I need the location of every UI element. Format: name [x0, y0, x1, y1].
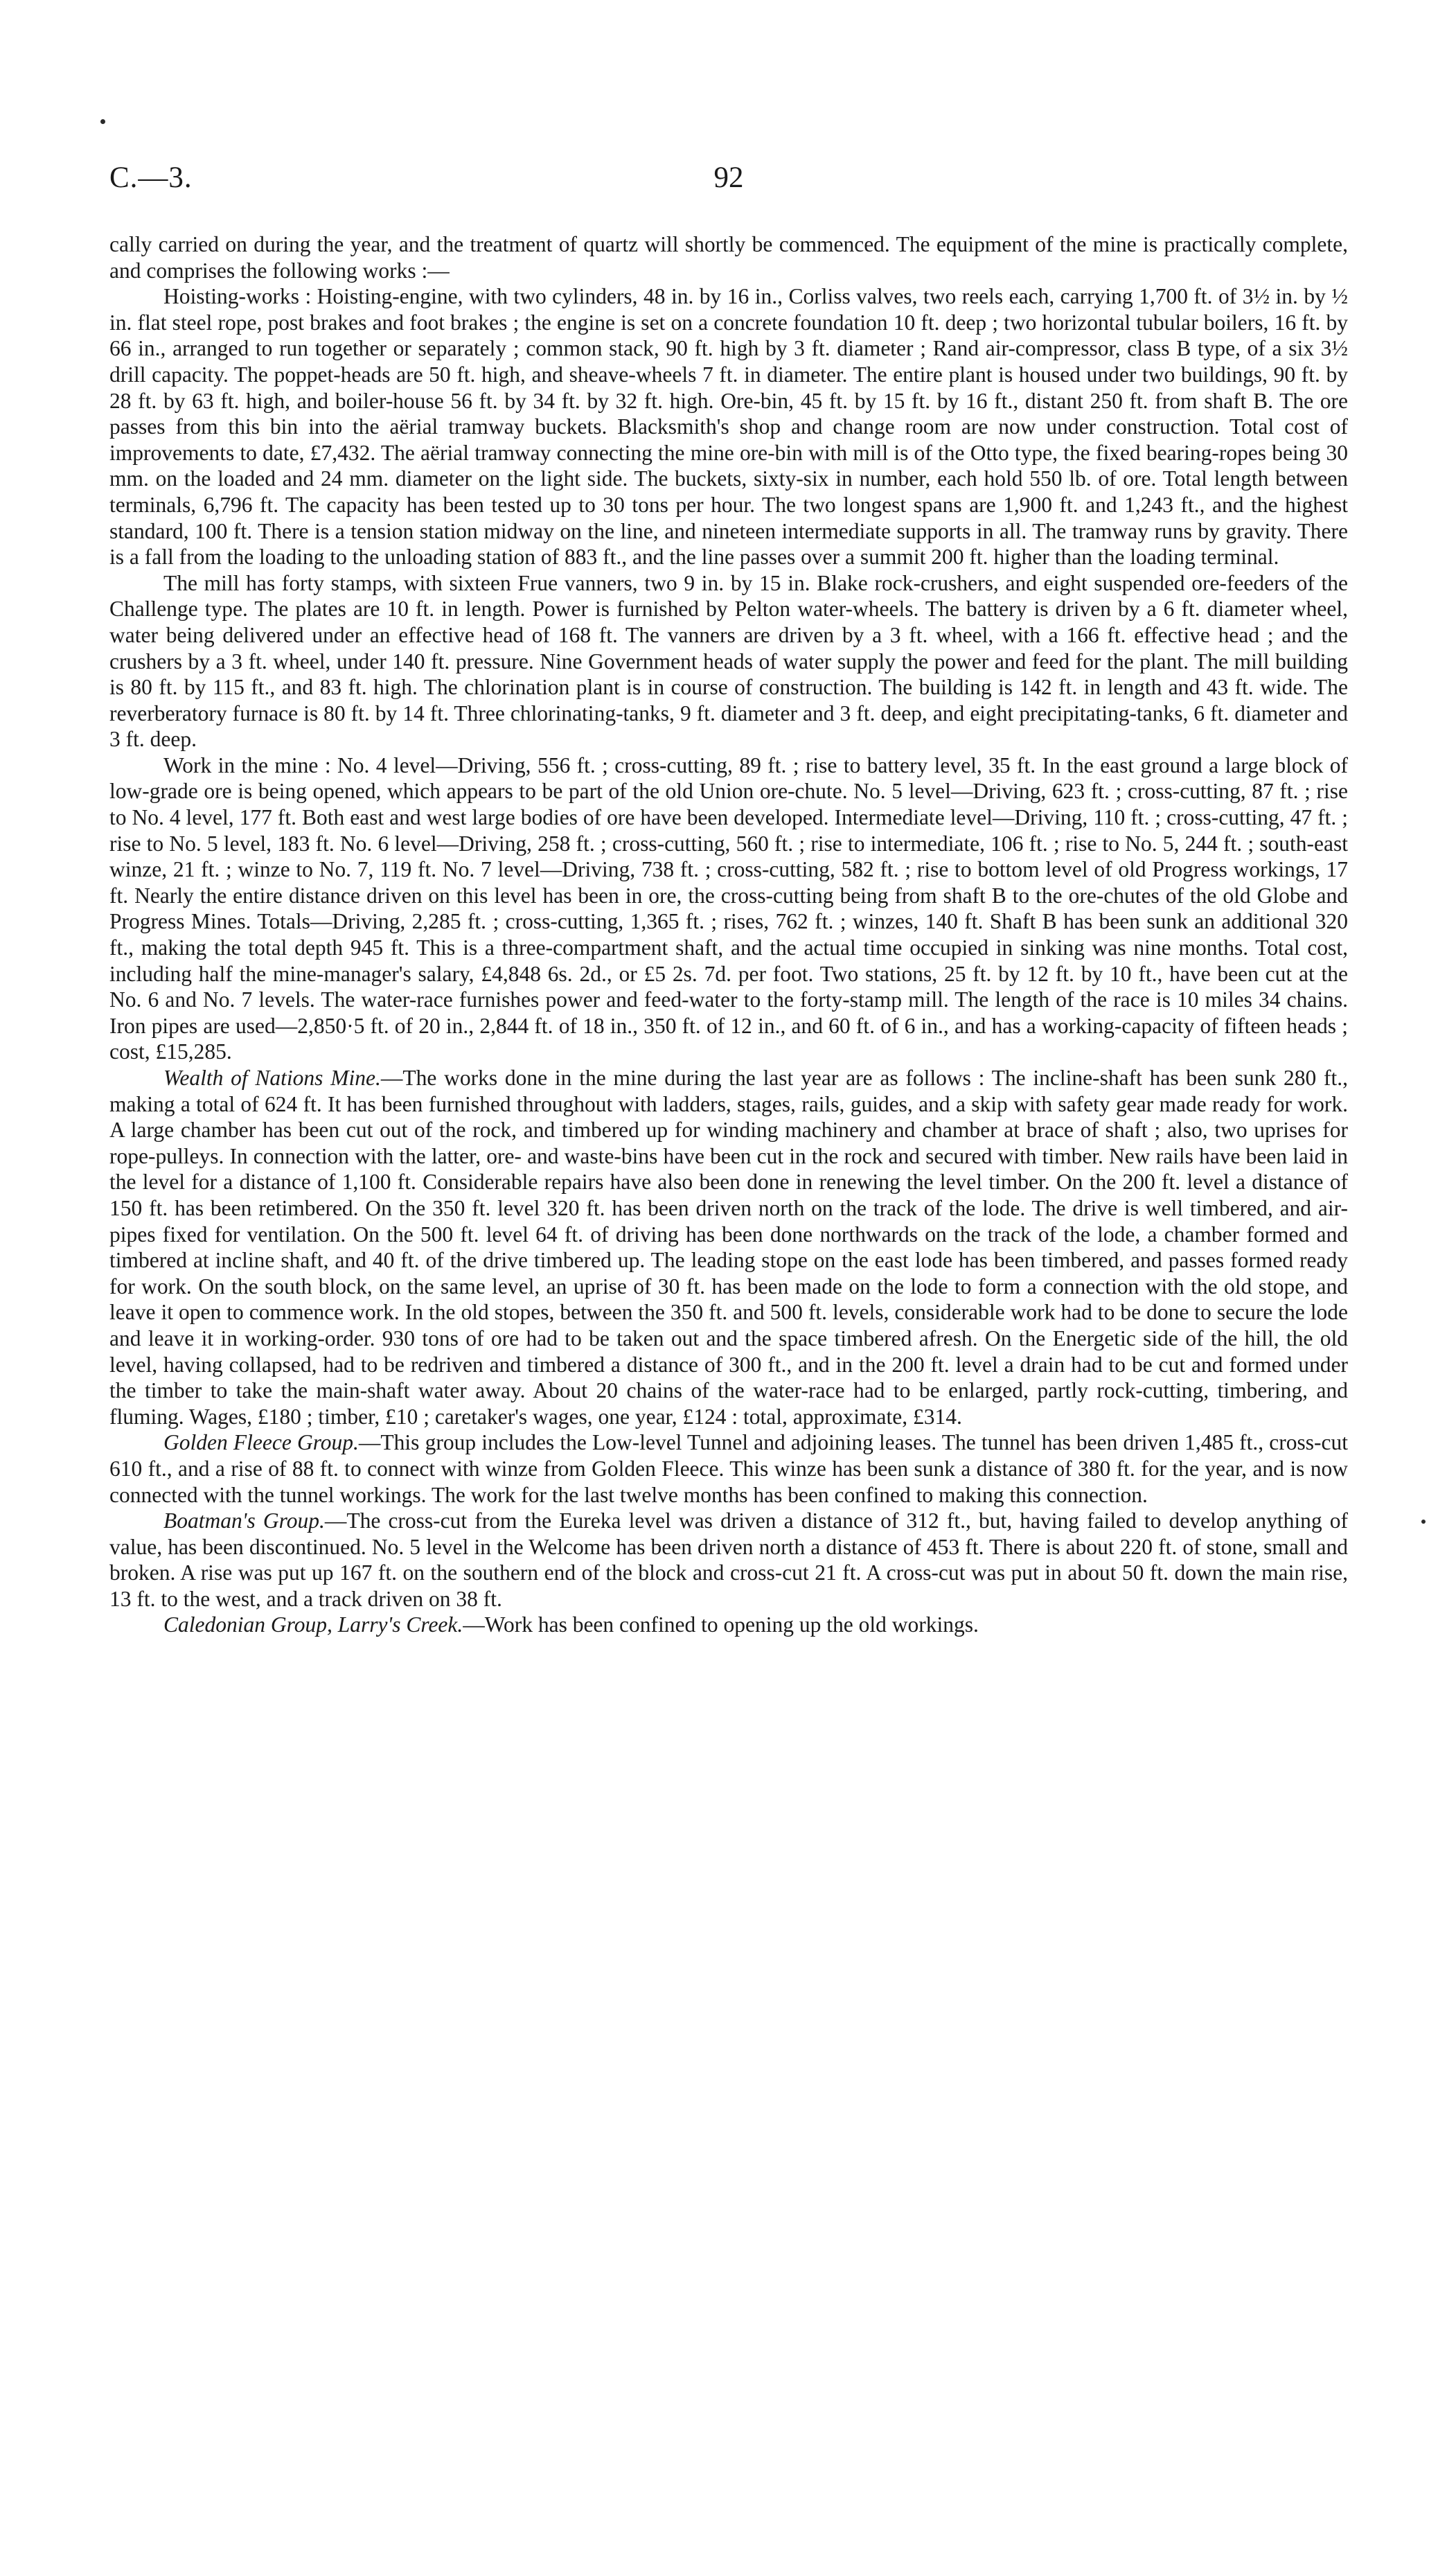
ink-speck — [100, 119, 105, 124]
paragraph-wealth-of-nations: Wealth of Nations Mine.—The works done in the mine during the last year are as follows : The incline-shaft has been sunk 280 ft., making a total of 624 ft. It has been furnished throughout with ladders, stages, rails, guides, and a skip with safety gear made ready for work. A large chamber has been cut out of the rock, and timbered up for winding machinery and chamber at brace of shaft ; also, two uprises for rope-pulleys. In connection with the latter, ore- and waste-bins have been cut in the rock and secured with timber. New rails have been laid in the level for a distance of 1,100 ft. Considerable repairs have also been done in renewing the level timber. On the 200 ft. level a distance of 150 ft. has been retimbered. On the 350 ft. level 320 ft. has been driven north on the track of the lode. The drive is well timbered, and air-pipes fixed for ventilation. On the 500 ft. level 64 ft. of driving has been done northwards on the track of the lode, a chamber formed and timbered at incline shaft, and 40 ft. of the drive timbered up. The leading stope on the east lode has been timbered, and passes formed ready for work. On the south block, on the same level, an uprise of 30 ft. has been made on the lode to form a connection with the old stope, and leave it open to commence work. In the old stopes, between the 350 ft. and 500 ft. levels, considerable work had to be done to secure the lode and leave it in working-order. 930 tons of ore had to be taken out and the space timbered afresh. On the Energetic side of the hill, the old level, having collapsed, had to be redriven and timbered a distance of 300 ft., and in the 200 ft. level a drain had to be cut and formed under the timber to take the main-shaft water away. About 20 chains of the water-race had to be enlarged, partly rock-cutting, timbering, and fluming. Wages, £180 ; timber, £10 ; caretaker's wages, one year, £124 : total, approximate, £314. — [109, 1066, 1348, 1429]
paragraph-golden-fleece: Golden Fleece Group.—This group includes the Low-level Tunnel and adjoining leases. The tunnel has been driven 1,485 ft., cross-cut 610 ft., and a rise of 88 ft. to connect with winze from Golden Fleece. This winze has been sunk a distance of 380 ft. for the year, and is now connected with the tunnel workings. The work for the last twelve months has been confined to making this connection. — [109, 1430, 1348, 1507]
section-heading: Caledonian Group, Larry's Creek. — [163, 1612, 463, 1637]
document-reference: C.—3. — [109, 161, 193, 194]
section-heading: Boatman's Group. — [163, 1508, 325, 1533]
paragraph-hoisting-works: Hoisting-works : Hoisting-engine, with two cylinders, 48 in. by 16 in., Corliss valves, two reels each, carrying 1,700 ft. of 3½ in. by ½ in. flat steel rope, post brakes and foot brakes ; the engine is set on a concrete foundation 10 ft. deep ; two horizontal tubular boilers, 16 ft. by 66 in., arranged to run together or separately ; common stack, 90 ft. high by 3 ft. diameter ; Rand air-compressor, class B type, of a six 3½ drill capacity. The poppet-heads are 50 ft. high, and sheave-wheels 7 ft. in diameter. The entire plant is housed under two buildings, 90 ft. by 28 ft. by 63 ft. high, and boiler-house 56 ft. by 34 ft. by 32 ft. high. Ore-bin, 45 ft. by 15 ft. by 16 ft., distant 250 ft. from shaft B. The ore passes from this bin into the aërial tramway buckets. Blacksmith's shop and change room are now under construction. Total cost of improvements to date, £7,432. The aërial tramway connecting the mine ore-bin with mill is of the Otto type, the fixed bearing-ropes being 30 mm. on the loaded and 24 mm. diameter on the light side. The buckets, sixty-six in number, each hold 550 lb. of ore. Total length between terminals, 6,796 ft. The capacity has been tested up to 30 tons per hour. The two longest spans are 1,900 ft. and 1,243 ft., and the highest standard, 100 ft. There is a tension station midway on the line, and nineteen intermediate supports in all. The tramway runs by gravity. There is a fall from the loading to the unloading station of 883 ft., and the line passes over a summit 200 ft. higher than the loading terminal. — [109, 284, 1348, 570]
report-body — [109, 231, 1348, 1638]
paragraph-work-in-mine: Work in the mine : No. 4 level—Driving, 556 ft. ; cross-cutting, 89 ft. ; rise to battery level, 35 ft. In the east ground a large block of low-grade ore is being opened, which appears to be part of the old Union ore-chute. No. 5 level—Driving, 623 ft. ; cross-cutting, 87 ft. ; rise to No. 4 level, 177 ft. Both east and west large bodies of ore have been developed. Intermediate level—Driving, 110 ft. ; cross-cutting, 47 ft. ; rise to No. 5 level, 183 ft. No. 6 level—Driving, 258 ft. ; cross-cutting, 560 ft. ; rise to intermediate, 106 ft. ; rise to No. 5, 244 ft. ; south-east winze, 21 ft. ; winze to No. 7, 119 ft. No. 7 level—Driving, 738 ft. ; cross-cutting, 582 ft. ; rise to bottom level of old Progress workings, 17 ft. Nearly the entire distance driven on this level has been in ore, the cross-cutting being from shaft B to the ore-chutes of the old Globe and Progress Mines. Totals—Driving, 2,285 ft. ; cross-cutting, 1,365 ft. ; rises, 762 ft. ; winzes, 140 ft. Shaft B has been sunk an additional 320 ft., making the total depth 945 ft. This is a three-compartment shaft, and the actual time occupied in sinking was nine months. Total cost, including half the mine-manager's salary, £4,848 6s. 2d., or £5 2s. 7d. per foot. Two stations, 25 ft. by 12 ft. by 10 ft., have been cut at the No. 6 and No. 7 levels. The water-race furnishes power and feed-water to the forty-stamp mill. The length of the race is 10 miles 34 chains. Iron pipes are used—2,850·5 ft. of 20 in., 2,844 ft. of 18 in., 350 ft. of 12 in., and 60 ft. of 6 in., and has a working-capacity of fifteen heads ; cost, £15,285. — [109, 752, 1348, 1064]
page-header — [109, 161, 1348, 200]
section-heading: Wealth of Nations Mine. — [163, 1066, 381, 1090]
paragraph-caledonian-group: Caledonian Group, Larry's Creek.—Work has been confined to opening up the old workings. — [163, 1612, 979, 1637]
section-heading: Golden Fleece Group. — [163, 1430, 359, 1455]
paragraph-mill: The mill has forty stamps, with sixteen Frue vanners, two 9 in. by 15 in. Blake rock-crushers, and eight suspended ore-feeders of the Challenge type. The plates are 10 ft. in length. Power is furnished by Pelton water-wheels. The battery is driven by a 6 ft. diameter wheel, water being delivered under an effective head of 168 ft. The vanners are driven by a 3 ft. wheel, with a 166 ft. effective head ; and the crushers by a 3 ft. wheel, under 140 ft. pressure. Nine Government heads of water supply the power and feed for the plant. The mill building is 80 ft. by 115 ft., and 83 ft. high. The chlorination plant is in course of construction. The building is 142 ft. in length and 43 ft. wide. The reverberatory furnace is 80 ft. by 14 ft. Three chlorinating-tanks, 9 ft. diameter and 3 ft. deep, and eight precipitating-tanks, 6 ft. diameter and 3 ft. deep. — [109, 570, 1348, 752]
paragraph-boatmans-group: Boatman's Group.—The cross-cut from the Eureka level was driven a distance of 312 ft., but, having failed to develop anything of value, has been discontinued. No. 5 level in the Welcome has been driven north a distance of 453 ft. There is about 220 ft. of stone, small and broken. A rise was put up 167 ft. on the southern end of the block and cross-cut 21 ft. A cross-cut was put in about 50 ft. down the main rise, 13 ft. to the west, and a track driven on 38 ft. — [109, 1508, 1348, 1611]
paragraph-continuation: cally carried on during the year, and the treatment of quartz will shortly be commenced. The equipment of the mine is practically complete, and comprises the following works :— — [109, 232, 1348, 283]
ink-speck — [1421, 1520, 1426, 1524]
page-number: 92 — [713, 161, 744, 194]
document-page — [109, 0, 1348, 2570]
